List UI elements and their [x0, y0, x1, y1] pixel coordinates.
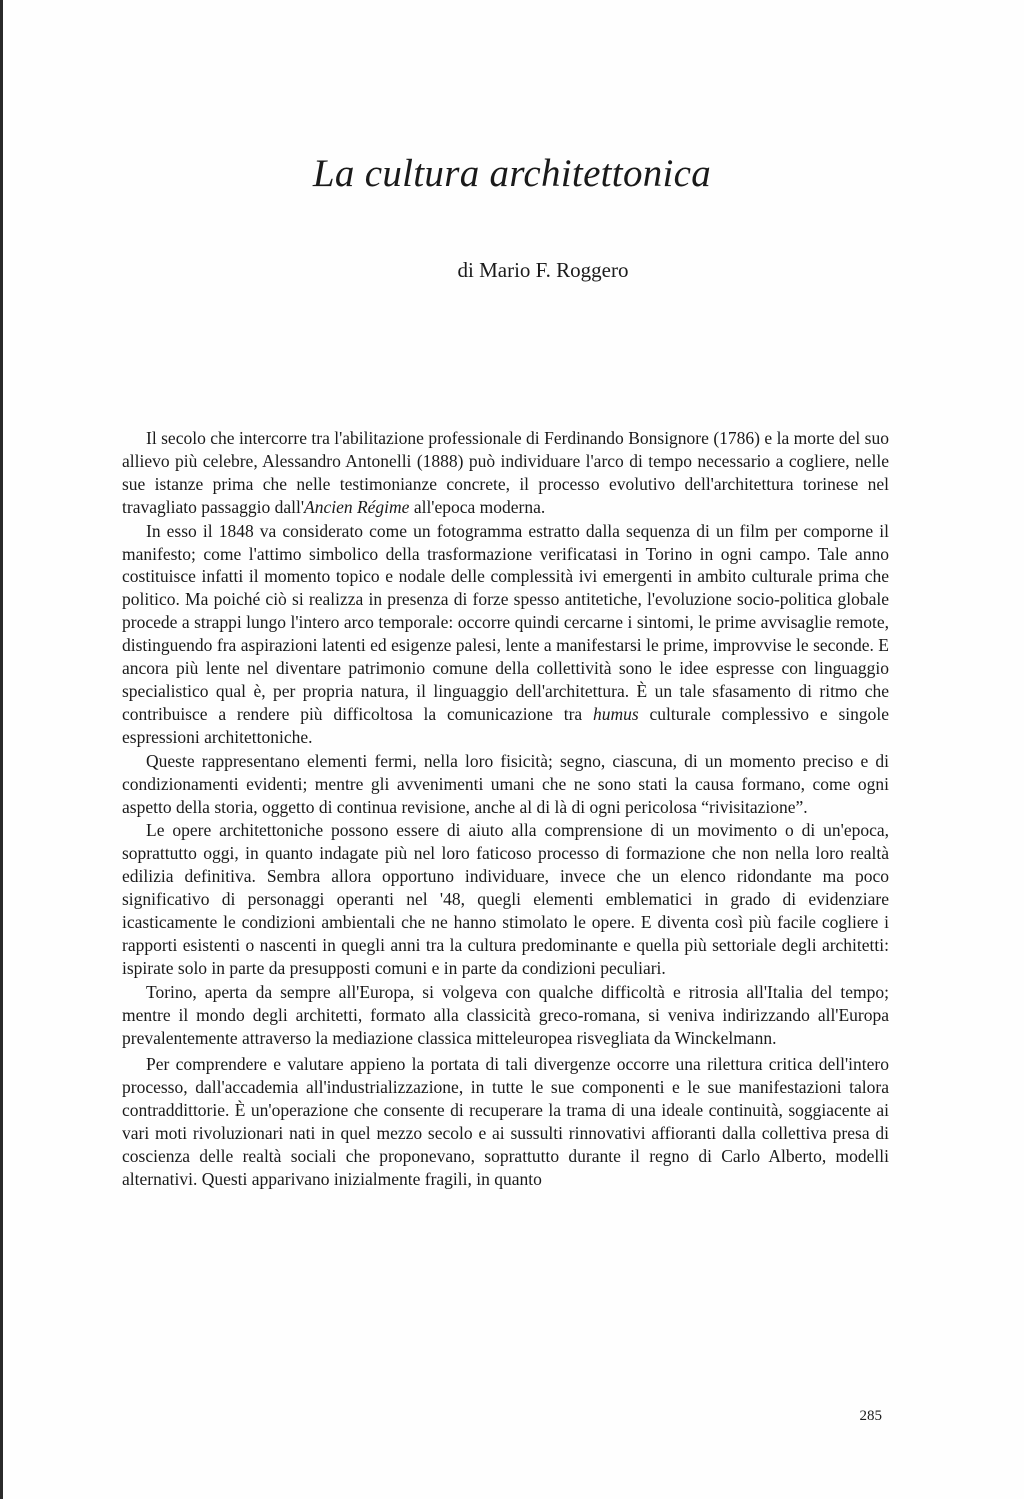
paragraph: [122, 520, 889, 749]
paragraph-text: culturale complessivo e singole espressioni architettoniche.: [122, 703, 889, 747]
emphasis-text: Ancien Régime: [304, 496, 410, 517]
paragraph-text: Queste rappresentano elementi fermi, nella loro fisicità; segno, ciascuna, di un momento preciso e di condizionamenti evidenti; mentre gli avvenimenti umani che ne sono stati la causa formano, come ogni aspetto della storia, oggetto di continua revisione, anche al di là di ogni pericolosa “rivisitazione”.: [122, 750, 889, 817]
article-author: di Mario F. Roggero: [457, 258, 629, 282]
page-number: 285: [859, 1408, 882, 1424]
paragraph-text: Per comprendere e valutare appieno la portata di tali divergenze occorre una rilettura critica dell'intero processo, dall'accademia all'industrializzazione, in tutte le sue componenti e le sue manifestazioni talora contraddittorie. È un'operazione che consente di recuperare la trama di una ideale continuità, soggiacente ai vari moti rivoluzionari nati in quel mezzo secolo e ai sussulti rinnovativi affioranti dalla collettiva presa di coscienza delle realtà sociali che proponevano, soprattutto durante il regno di Carlo Alberto, modelli alternativi. Questi apparivano inizialmente fragili, in quanto: [122, 1054, 889, 1189]
emphasis-text: humus: [593, 703, 639, 724]
paragraph-text: Il secolo che intercorre tra l'abilitazione professionale di Ferdinando Bonsignore (1786) e la morte del suo allievo più celebre, Alessandro Antonelli (1888) può individuare l'arco di tempo necessario a cogliere, nelle sue istanze prima che nelle testimonianze concrete, il processo evolutivo dell'architettura torinese nel travagliato passaggio dall': [122, 428, 889, 517]
paragraph: [122, 1053, 889, 1190]
paragraph: [122, 981, 889, 1050]
article-body: [122, 427, 889, 1191]
paragraph-text: In esso il 1848 va considerato come un fotogramma estratto dalla sequenza di un film per comporne il manifesto; come l'attimo simbolico della trasformazione verificatasi in Torino in ogni campo. Tale anno costituisce infatti il momento topico e nodale delle complessità ivi emergenti in ambito culturale prima che politico. Ma poiché ciò si realizza in presenza di forze spesso antitetiche, l'evoluzione socio-politica globale procede a strappi lungo l'intero arco temporale: occorre quindi cercarne i sintomi, le prime avvisaglie remote, distinguendo fra aspirazioni latenti ed esigenze palesi, lente a manifestarsi le prime, improvvise le seconde. E ancora più lente nel diventare patrimonio comune della collettività sono le idee espresse con linguaggio specialistico qual è, per propria natura, il linguaggio dell'architettura. È un tale sfasamento di ritmo che contribuisce a rendere più difficoltosa la comunicazione tra: [122, 520, 889, 724]
page-edge: [0, 0, 3, 1499]
paragraph-text: all'epoca moderna.: [409, 496, 546, 517]
paragraph: [122, 750, 889, 819]
paragraph-text: Torino, aperta da sempre all'Europa, si volgeva con qualche difficoltà e ritrosia all'Italia del tempo; mentre il mondo degli architetti, formato alla classicità greco-romana, si veniva indirizzando all'Europa prevalentemente attraverso la mediazione classica mitteleuropea risvegliata da Winckelmann.: [122, 981, 889, 1048]
paragraph-text: Le opere architettoniche possono essere di aiuto alla comprensione di un movimento o di un'epoca, soprattutto oggi, in quanto indagate più nel loro faticoso processo di formazione che non nella loro realtà edilizia definitiva. Sembra allora opportuno individuare, invece che un elenco ridondante ma poco significativo di personaggi operanti nel '48, quegli elementi emblematici in grado di evidenziare icasticamente le condizioni ambientali che ne hanno stimolato le opere. E diventa così più facile cogliere i rapporti esistenti o nascenti in quegli anni tra la cultura predominante e quella più settoriale degli architetti: ispirate solo in parte da presupposti comuni e in parte da condizioni peculiari.: [122, 820, 889, 978]
paragraph: [122, 427, 889, 519]
article-title: La cultura architettonica: [312, 152, 712, 195]
paragraph: [122, 819, 889, 979]
